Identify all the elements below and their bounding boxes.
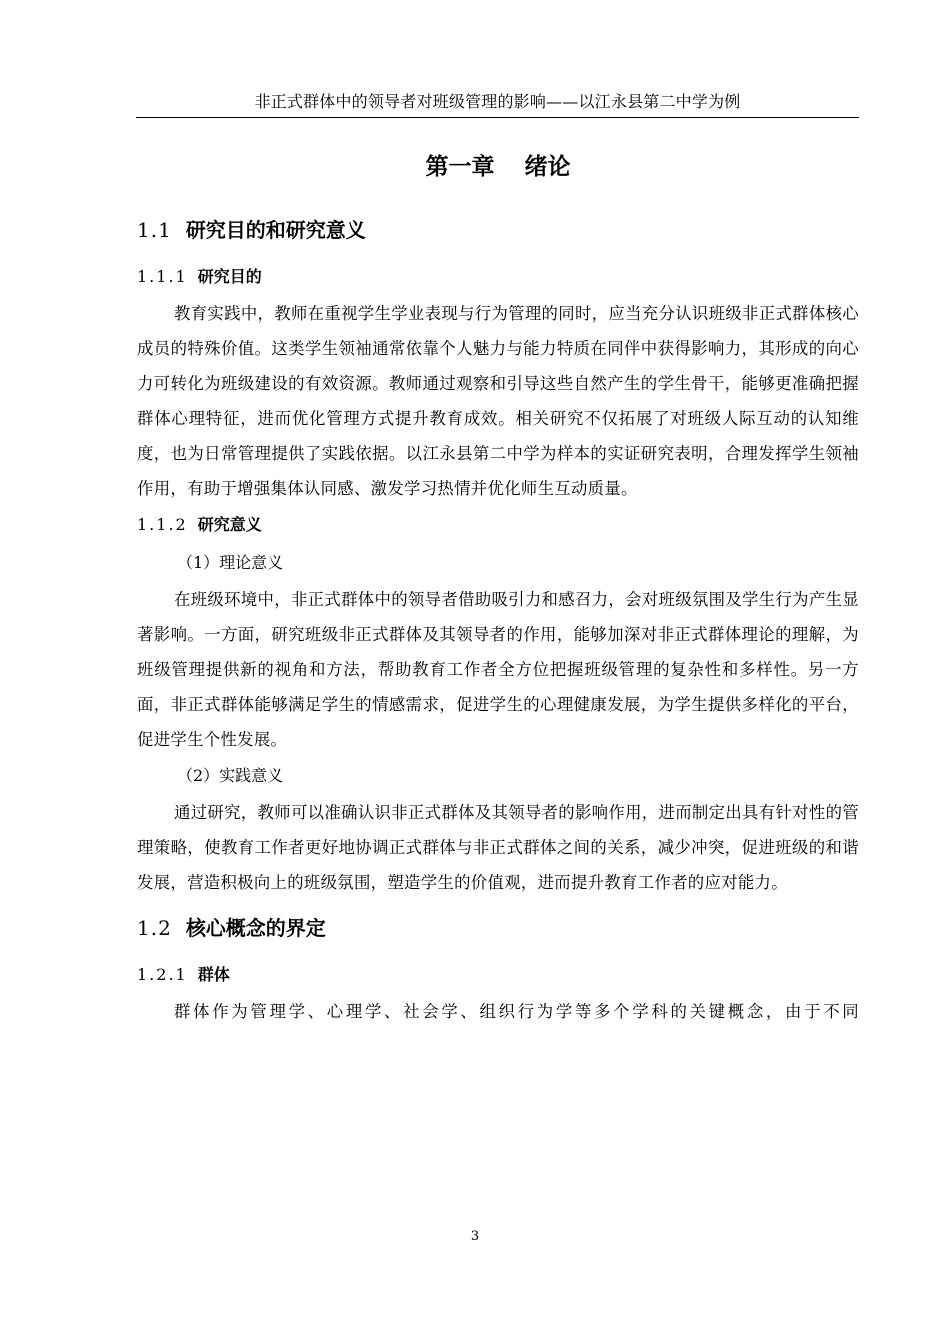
page-content (137, 140, 859, 1029)
section-number: 1.2 (137, 916, 172, 940)
paragraph-group-definition: 群体作为管理学、心理学、社会学、组织行为学等多个学科的关键概念，由于不同 (174, 1002, 859, 1021)
section-heading-1-1 (137, 202, 859, 258)
running-header: 非正式群体中的领导者对班级管理的影响——以江永县第二中学为例 (254, 92, 741, 111)
header-rule (136, 117, 859, 118)
subsection-title: 研究目的 (197, 267, 262, 286)
paragraph-practical-significance: 通过研究，教师可以准确认识非正式群体及其领导者的影响作用，进而制定出具有针对性的管理策略，使教育工作者更好地协调正式群体与非正式群体之间的关系，减少冲突，促进班级的和谐发展，营造积极向上的班级氛围，塑造学生的价值观，进而提升教育工作者的应对能力。 (137, 803, 859, 892)
subsection-number: 1.1.1 (137, 267, 188, 286)
section-number: 1.1 (137, 218, 172, 242)
chapter-title: 第一章 绪论 (425, 154, 571, 180)
paragraph-research-purpose: 教育实践中，教师在重视学生学业表现与行为管理的同时，应当充分认识班级非正式群体核心成员的特殊价值。这类学生领袖通常依靠个人魅力与能力特质在同伴中获得影响力，其形成的向心力可转化为班级建设的有效资源。教师通过观察和引导这些自然产生的学生骨干，能够更准确把握群体心理特征，进而优化管理方式提升教育成效。相关研究不仅拓展了对班级人际互动的认知维度，也为日常管理提供了实践依据。以江永县第二中学为样本的实证研究表明，合理发挥学生领袖作用，有助于增强集体认同感、激发学习热情并优化师生互动质量。 (137, 304, 859, 498)
subsection-number: 1.1.2 (137, 515, 188, 534)
subsection-heading-1-1-2 (137, 506, 859, 544)
subsection-heading-1-1-1 (137, 258, 859, 296)
section-title: 核心概念的界定 (185, 916, 326, 940)
page-number: 3 (470, 1229, 480, 1244)
section-title: 研究目的和研究意义 (185, 218, 366, 242)
paragraph-theoretical-significance: 在班级环境中，非正式群体中的领导者借助吸引力和感召力，会对班级氛围及学生行为产生显著影响。一方面，研究班级非正式群体及其领导者的作用，能够加深对非正式群体理论的理解，为班级管理提供新的视角和方法，帮助教育工作者全方位把握班级管理的复杂性和多样性。另一方面，非正式群体能够满足学生的情感需求，促进学生的心理健康发展，为学生提供多样化的平台，促进学生个性发展。 (137, 590, 859, 749)
subsection-title: 研究意义 (197, 515, 262, 534)
subsection-title: 群体 (197, 965, 230, 984)
item-label-practical: （2）实践意义 (177, 766, 284, 785)
item-label-theoretical: （1）理论意义 (177, 553, 284, 572)
subsection-number: 1.2.1 (137, 965, 188, 984)
section-heading-1-2 (137, 900, 859, 956)
subsection-heading-1-2-1 (137, 956, 859, 994)
